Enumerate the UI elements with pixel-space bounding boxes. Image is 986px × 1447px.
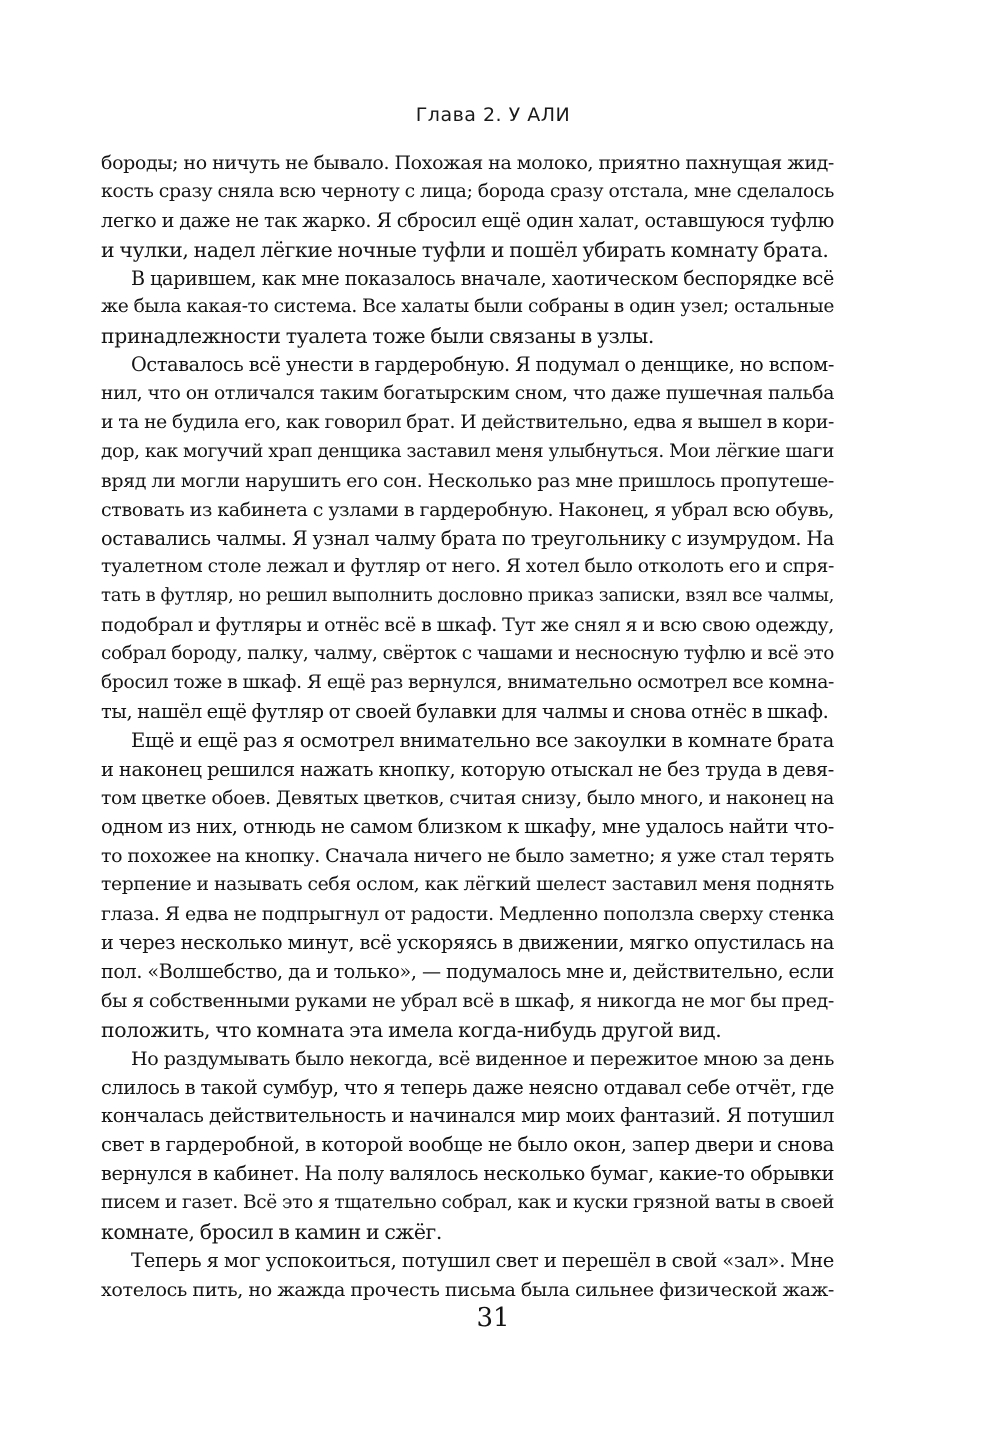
text-line: и чулки, надел лёгкие ночные туфли и пошёл убирать комнату брата. [101,237,829,262]
running-head: Глава 2. У АЛИ [415,104,571,126]
text-line: свет в гардеробной, в которой вообще не было окон, запер двери и снова [101,1133,834,1157]
text-line: одном из них, отнюдь не самом близком к шкафу, мне удалось найти что- [101,815,834,839]
text-line: слилось в такой сумбур, что я теперь даже неясно отдавал себе отчёт, где [101,1075,834,1099]
text-line: положить, что комната эта имела когда-нибудь другой вид. [101,1017,722,1042]
text-line: пол. «Волшебство, да и только», — подумалось мне и, действительно, если [101,959,834,983]
text-line: глаза. Я едва не подпрыгнул от радости. Медленно поползла сверху стенка [101,903,834,926]
text-line: хотелось пить, но жажда прочесть письма была сильнее физической жаж- [101,1278,834,1301]
text-line: кончалась действительность и начинался мир моих фантазий. Я потушил [101,1104,834,1128]
text-line: Теперь я мог успокоиться, потушил свет и перешёл в свой «зал». Мне [131,1248,834,1272]
text-line: вряд ли могли нарушить его сон. Несколько раз мне пришлось пропутеше- [101,469,834,492]
text-line: принадлежности туалета тоже были связаны в узлы. [101,324,655,349]
paragraph [101,727,834,1045]
text-line: бы я собственными руками не убрал всё в шкаф, я никогда не мог бы пред- [101,989,834,1012]
text-line: и та не будила его, как говорил брат. И действительно, едва я вышел в кори- [101,412,834,434]
body-text [101,149,834,1305]
text-line: вернулся в кабинет. На полу валялось несколько бумаг, какие-то обрывки [101,1162,834,1186]
text-line: писем и газет. Всё это я тщательно собрал, как и куски грязной ваты в своей [101,1192,834,1214]
text-line: терпение и называть себя ослом, как лёгкий шелест заставил меня поднять [101,874,834,896]
paragraph [101,1247,834,1305]
text-line: бросил тоже в шкаф. Я ещё раз вернулся, внимательно осмотрел все комна- [101,672,834,694]
paragraph [101,351,834,727]
text-line: легко и даже не так жарко. Я сбросил ещё один халат, оставшуюся туфлю [101,208,834,232]
paragraph [101,149,834,265]
text-line: собрал бороду, палку, чалму, свёрток с чашами и несносную туфлю и всё это [101,643,834,665]
text-line: кость сразу сняла всю черноту с лица; борода сразу отстала, мне сделалось [101,180,834,202]
text-line: комнате, бросил в камин и сжёг. [101,1219,443,1244]
text-line: том цветке обоев. Девятых цветков, считая снизу, было много, и наконец на [101,787,834,809]
text-line: ствовать из кабинета с узлами в гардеробную. Наконец, я убрал всю обувь, [101,498,834,521]
text-line: ты, нашёл ещё футляр от своей булавки для чалмы и снова отнёс в шкаф. [101,699,829,723]
text-line: туалетном столе лежал и футляр от него. Я хотел было отколоть его и спря- [101,556,834,578]
text-line: Оставалось всё унести в гардеробную. Я подумал о денщике, но вспом- [131,353,834,377]
text-line: бороды; но ничуть не бывало. Похожая на молоко, приятно пахнущая жид- [101,152,834,174]
text-line: тать в футляр, но решил выполнить дословно приказ записки, взял все чалмы, [101,585,834,607]
text-line: дор, как могучий храп денщика заставил меня улыбнуться. Мои лёгкие шаги [101,440,834,462]
text-line: подобрал и футляры и отнёс всё в шкаф. Тут же снял я и всю свою одежду, [101,613,834,637]
text-line: Но раздумывать было некогда, всё виденное и пережитое мною за день [131,1047,834,1070]
text-line: оставались чалмы. Я узнал чалму брата по треугольнику с изумрудом. На [101,526,834,550]
text-line: и через несколько минут, всё ускоряясь в движении, мягко опустилась на [101,931,834,955]
page-number: 31 [476,1303,510,1333]
text-line: же была какая-то система. Все халаты были собраны в один узел; остальные [101,296,834,318]
text-line: то похожее на кнопку. Сначала ничего не было заметно; я уже стал терять [101,845,834,868]
text-line: В царившем, как мне показалось вначале, хаотическом беспорядке всё [131,266,834,290]
text-line: нил, что он отличался таким богатырским сном, что даже пушечная пальба [101,383,834,405]
paragraph [101,1045,834,1247]
text-line: Ещё и ещё раз я осмотрел внимательно все закоулки в комнате брата [131,728,834,752]
paragraph [101,265,834,352]
text-line: и наконец решился нажать кнопку, которую отыскал не без труда в девя- [101,757,834,781]
